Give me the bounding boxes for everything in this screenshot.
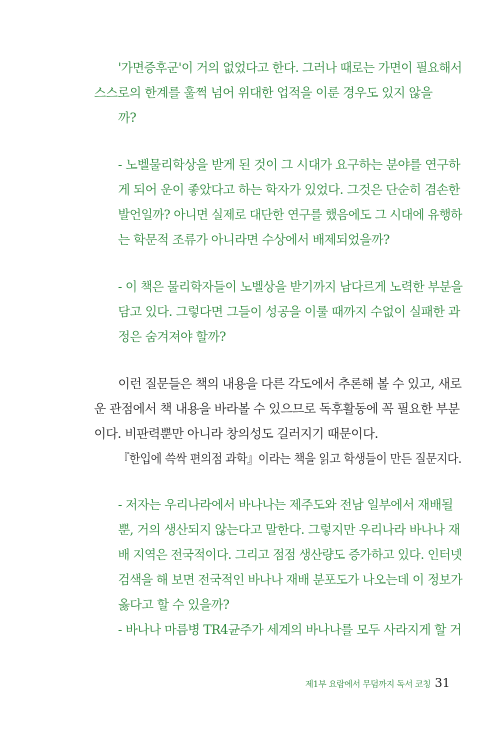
- text-line: 발언일까? 아니면 실제로 대단한 연구를 했음에도 그 시대에 유행하: [118, 207, 463, 222]
- text-line: - 저자는 우리나라에서 바나나는 제주도와 전남 일부에서 재배될: [118, 497, 453, 512]
- text-line: 정은 숨겨져야 할까?: [118, 329, 226, 344]
- text-line: '가면증후군'이 거의 없었다고 한다. 그러나 때로는 가면이 필요해서: [118, 60, 462, 75]
- text-line: 검색을 해 보면 전국적인 바나나 재배 분포도가 나오는데 이 정보가: [118, 572, 463, 587]
- page-footer: [305, 676, 450, 690]
- text-line: 이런 질문들은 책의 내용을 다른 각도에서 추론해 볼 수 있고, 새로: [118, 376, 462, 391]
- text-line: 스스로의 한계를 훌쩍 넘어 위대한 업적을 이룬 경우도 있지 않을: [94, 85, 433, 100]
- text-line: 뿐, 거의 생산되지 않는다고 말한다. 그렇지만 우리나라 바나나 재: [118, 522, 460, 537]
- page-number: 31: [434, 676, 450, 690]
- text-line: 담고 있다. 그렇다면 그들이 성공을 이룰 때까지 수없이 실패한 과: [118, 304, 460, 319]
- text-line: 옳다고 할 수 있을까?: [118, 597, 230, 612]
- text-line: 『한입에 쓱싹 편의점 과학』이라는 책을 읽고 학생들이 만든 질문지다.: [118, 451, 462, 466]
- text-line: 까?: [118, 110, 137, 125]
- text-line: - 이 책은 물리학자들이 노벨상을 받기까지 남다르게 노력한 부분을: [118, 279, 463, 294]
- text-line: 이다. 비판력뿐만 아니라 창의성도 길러지기 때문이다.: [94, 426, 379, 441]
- text-line: 게 되어 운이 좋았다고 하는 학자가 있었다. 그것은 단순히 겸손한: [118, 182, 460, 197]
- running-head: 제1부 요람에서 무덤까지 독서 코칭: [305, 680, 431, 690]
- text-line: 운 관점에서 책 내용을 바라볼 수 있으므로 독후활동에 꼭 필요한 부분: [94, 401, 460, 416]
- text-line: 는 학문적 조류가 아니라면 수상에서 배제되었을까?: [118, 232, 390, 247]
- text-line: 배 지역은 전국적이다. 그리고 점점 생산량도 증가하고 있다. 인터넷: [118, 547, 462, 562]
- text-line: - 노벨물리학상을 받게 된 것이 그 시대가 요구하는 분야를 연구하: [118, 157, 461, 172]
- text-line: - 바나나 마름병 TR4균주가 세계의 바나나를 모두 사라지게 할 거: [118, 622, 462, 637]
